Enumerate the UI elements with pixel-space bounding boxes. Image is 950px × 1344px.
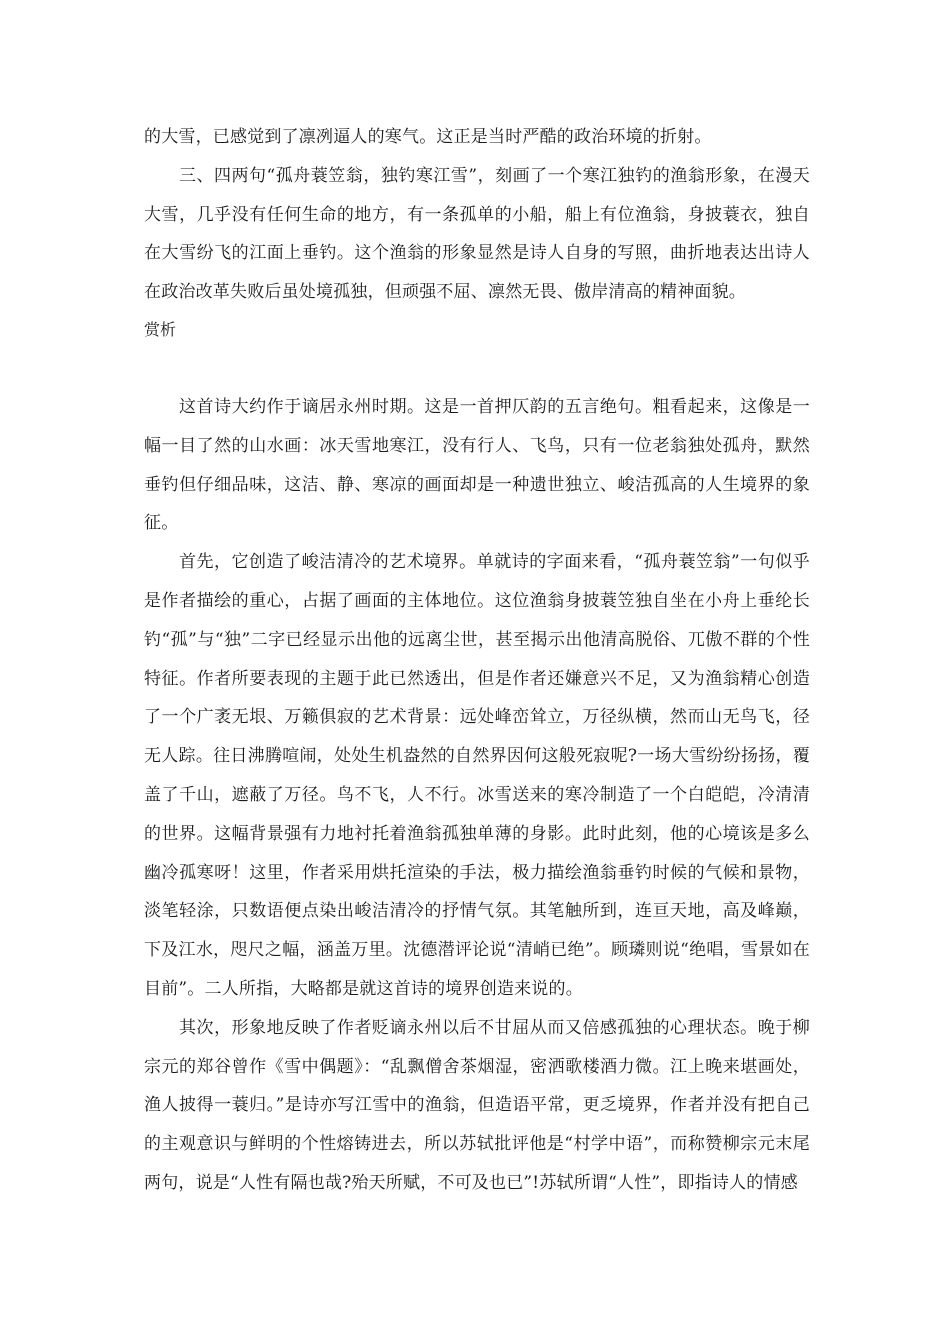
paragraph-lines-3-4: 三、四两句“孤舟蓑笠翁，独钓寒江雪”，刻画了一个寒江独钓的渔翁形象，在漫天大雪，几乎没有任何生命的地方，有一条孤单的小船，船上有位渔翁，身披蓑衣，独自在大雪纷飞的江面上垂钓。这个渔翁的形象显然是诗人自身的写照，曲折地表达出诗人在政治改革失败后虽处境孤独，但顽强不屈、凛然无畏、傲岸清高的精神面貌。 xyxy=(144,165,810,303)
paragraph-first-point: 首先，它创造了峻洁清冷的艺术境界。单就诗的字面来看，“孤舟蓑笠翁”一句似乎是作者描绘的重心，占据了画面的主体地位。这位渔翁身披蓑笠独自坐在小舟上垂纶长钓“孤”与“独”二字已经显示出他的远离尘世，甚至揭示出他清高脱俗、兀傲不群的个性特征。作者所要表现的主题于此已然透出，但是作者还嫌意兴不足，又为渔翁精心创造了一个广袤无垠、万籁俱寂的艺术背景：远处峰峦耸立，万径纵横，然而山无鸟飞，径无人踪。往日沸腾喧闹，处处生机盎然的自然界因何这般死寂呢?一场大雪纷纷扬扬，覆盖了千山，遮蔽了万径。鸟不飞，人不行。冰雪送来的寒冷制造了一个白皑皑，冷清清的世界。这幅背景强有力地衬托着渔翁孤独单薄的身影。此时此刻，他的心境该是多么幽冷孤寒呀！这里，作者采用烘托渲染的手法，极力描绘渔翁垂钓时候的气候和景物，淡笔轻涂，只数语便点染出峻洁清冷的抒情气氛。其笔触所到，连亘天地，高及峰巅，下及江水，咫尺之幅，涵盖万里。沈德潜评论说“清峭已绝”。顾璘则说“绝唱，雪景如在目前”。二人所指，大略都是就这首诗的境界创造来说的。 xyxy=(144,552,810,999)
paragraph-overview: 这首诗大约作于谪居永州时期。这是一首押仄韵的五言绝句。粗看起来，这像是一幅一目了然的山水画：冰天雪地寒江，没有行人、飞鸟，只有一位老翁独处孤舟，默然垂钓但仔细品味，这洁、静、寒凉的画面却是一种遗世独立、峻洁孤高的人生境界的象征。 xyxy=(144,396,810,534)
document-page xyxy=(144,118,810,1203)
paragraph-intro-tail: 的大雪，已感觉到了凛冽逼人的寒气。这正是当时严酷的政治环境的折射。 xyxy=(144,127,712,147)
section-gap xyxy=(144,348,810,388)
paragraph-second-point: 其次，形象地反映了作者贬谪永州以后不甘屈从而又倍感孤独的心理状态。晚于柳宗元的郑谷曾作《雪中偶题》：“乱飘僧舍茶烟湿，密洒歌楼酒力微。江上晚来堪画处，渔人披得一蓑归。”是诗亦写江雪中的渔翁，但造语平常，更乏境界，作者并没有把自己的主观意识与鲜明的个性熔铸进去，所以苏轼批评他是“村学中语”，而称赞柳宗元末尾两句，说是“人性有隔也哉?殆天所赋，不可及也已”!苏轼所谓“人性”，即指诗人的情感 xyxy=(144,1017,810,1193)
section-heading: 赏析 xyxy=(144,319,177,339)
